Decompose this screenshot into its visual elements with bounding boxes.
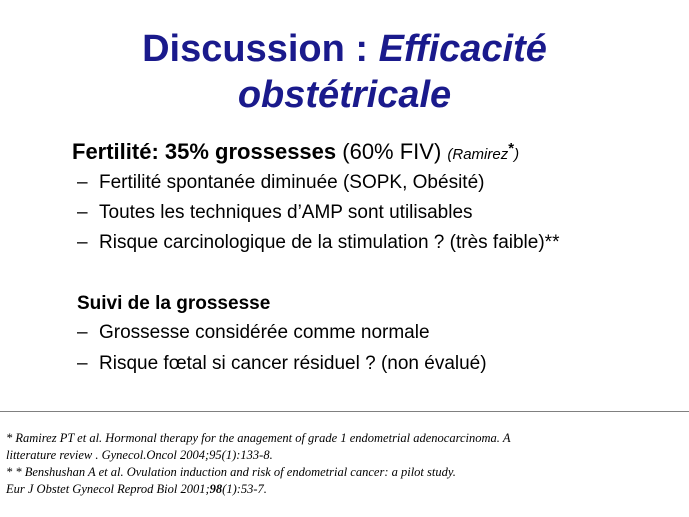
fertility-item	[77, 201, 473, 225]
dash: –	[77, 202, 88, 223]
slide-title	[0, 26, 689, 118]
fertility-label-normal: (60% FIV)	[336, 139, 448, 164]
reference-2-line-2	[6, 481, 686, 498]
fertility-label-bold: Fertilité: 35% grossesses	[72, 139, 337, 164]
pregnancy-item-text: Risque fœtal si cancer résiduel ? (non évalué)	[99, 353, 487, 374]
fertility-item	[77, 171, 484, 195]
dash: –	[77, 232, 88, 253]
title-prefix: Discussion :	[142, 28, 379, 70]
divider	[0, 411, 689, 412]
reference-1-line-2: litterature review . Gynecol.Oncol 2004;95(1):133-8.	[6, 448, 273, 462]
reference-1-line-1: * Ramirez PT et al. Hormonal therapy for the anagement of grade 1 endometrial adenocarcinoma. A	[6, 431, 511, 445]
fertility-item-text: Fertilité spontanée diminuée (SOPK, Obésité)	[99, 172, 485, 193]
pregnancy-item	[77, 321, 430, 345]
pregnancy-item	[77, 352, 487, 376]
fertility-bullet	[72, 139, 519, 168]
title-line-2: obstétricale	[237, 74, 452, 116]
references	[6, 430, 686, 498]
fertility-item-text: Toutes les techniques d’AMP sont utilisables	[99, 202, 473, 223]
title-italic-1: Efficacité	[378, 28, 547, 70]
reference-2-volume: 98	[209, 482, 223, 496]
fertility-citation-open: (Ramirez	[447, 146, 509, 163]
dash: –	[77, 353, 88, 374]
fertility-item-text: Risque carcinologique de la stimulation ? (très faible)**	[99, 232, 560, 253]
fertility-citation-close: )	[514, 146, 520, 163]
fertility-citation-star: *	[508, 140, 515, 157]
reference-2-pre: Eur J Obstet Gynecol Reprod Biol 2001;	[6, 482, 210, 496]
fertility-item	[77, 231, 559, 255]
pregnancy-heading: Suivi de la grossesse	[77, 293, 271, 314]
reference-2-line-1: * * Benshushan A et al. Ovulation induction and risk of endometrial cancer: a pilot study.	[6, 465, 456, 479]
pregnancy-item-text: Grossesse considérée comme normale	[99, 322, 430, 343]
reference-2-post: (1):53-7.	[222, 482, 267, 496]
title-line-1	[0, 26, 689, 72]
dash: –	[77, 322, 88, 343]
dash: –	[77, 172, 88, 193]
